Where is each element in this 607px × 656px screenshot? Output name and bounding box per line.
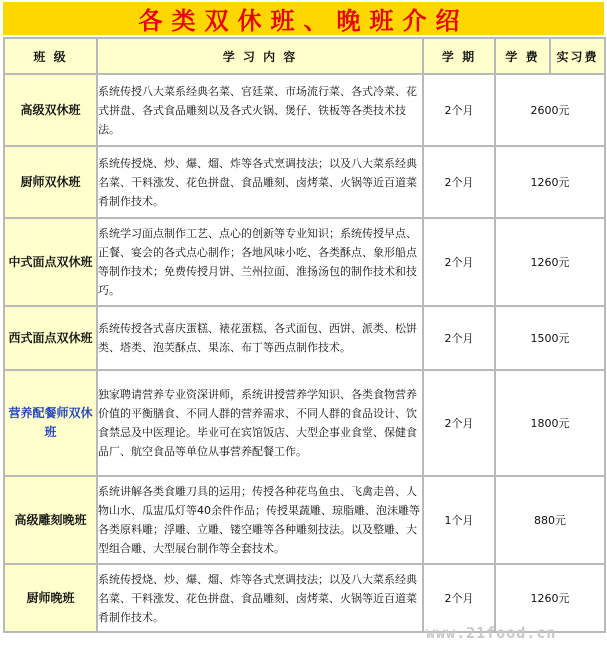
table-row: [5, 371, 604, 475]
class-term: 2个月: [424, 147, 494, 217]
header-term: 学 期: [424, 39, 494, 73]
class-content: 系统传授八大菜系经典名菜、官廷菜、市场流行菜、各式冷菜、花式拼盘、各式食品雕刻以及各式火锅、煲仔、铁板等各类技术技法。: [98, 75, 422, 145]
class-term: 2个月: [424, 307, 494, 369]
class-term: 1个月: [424, 477, 494, 563]
class-fee: 1800元: [496, 371, 604, 475]
class-fee: 1500元: [496, 307, 604, 369]
class-name: 营养配餐师双休班: [5, 371, 96, 475]
class-fee: 2600元: [496, 75, 604, 145]
table-row: [5, 565, 604, 631]
class-name: 厨师晚班: [5, 565, 96, 631]
table-row: [5, 75, 604, 145]
class-term: 2个月: [424, 75, 494, 145]
page-title: 各类双休班、晚班介绍: [138, 6, 469, 35]
class-name: 中式面点双休班: [5, 219, 96, 305]
class-term: 2个月: [424, 565, 494, 631]
header-fee-group: [496, 39, 604, 73]
class-fee: 1260元: [496, 219, 604, 305]
header-content: 学 习 内 容: [98, 39, 422, 73]
class-name: 高级雕刻晚班: [5, 477, 96, 563]
table-row: [5, 477, 604, 563]
class-fee: 1260元: [496, 565, 604, 631]
class-term: 2个月: [424, 219, 494, 305]
table-row: [5, 307, 604, 369]
header-row: [5, 39, 604, 73]
header-tuition: 学 费: [505, 49, 540, 64]
class-content: 系统讲解各类食雕刀具的运用；传授各种花鸟鱼虫、飞禽走兽、人物山水、瓜盅瓜灯等40余件作品；传授果蔬雕、琼脂雕、泡沫雕等各类原料雕；浮雕、立雕、镂空雕等各种雕刻技法。以及整雕、大型组合雕、大型展台制作等全套技术。: [98, 477, 422, 563]
class-content: 系统学习面点制作工艺、点心的创新等专业知识；系统传授早点、正餐、宴会的各式点心制作；各地风味小吃、各类酥点、象形船点等制作技术；免费传授月饼、兰州拉面、淮扬汤包的制作技术和技巧。: [98, 219, 422, 305]
header-class: 班 级: [5, 39, 96, 73]
class-fee: 1260元: [496, 147, 604, 217]
class-name: 厨师双休班: [5, 147, 96, 217]
class-term: 2个月: [424, 371, 494, 475]
table-row: [5, 219, 604, 305]
class-name: 西式面点双休班: [5, 307, 96, 369]
watermark: www.21food.cn: [426, 624, 557, 642]
class-content: 系统传授烧、炒、爆、熘、炸等各式烹调技法；以及八大菜系经典名菜、干料涨发、花色拼盘、食品雕刻、卤烤菜、火锅等近百道菜肴制作技术。: [98, 147, 422, 217]
class-content: 系统传授各式喜庆蛋糕、裱花蛋糕、各式面包、西饼、派类、松饼类、塔类、泡芙酥点、果冻、布丁等西点制作技术。: [98, 307, 422, 369]
class-content: 独家聘请营养专业资深讲师，系统讲授营养学知识、各类食物营养价值的平衡膳食、不同人群的营养需求、不同人群的食品设计、饮食禁忌及中医理论。毕业可在宾馆饭店、大型企事业食堂、保健食品厂、航空食品等单位从事营养配餐工作。: [98, 371, 422, 475]
class-content: 系统传授烧、炒、爆、熘、炸等各式烹调技法；以及八大菜系经典名菜、干料涨发、花色拼盘、食品雕刻、卤烤菜、火锅等近百道菜肴制作技术。: [98, 565, 422, 631]
course-table: [3, 37, 606, 633]
title-bar: [3, 2, 604, 35]
class-name: 高级双休班: [5, 75, 96, 145]
header-practice: 实习费: [549, 39, 604, 73]
class-fee: 880元: [496, 477, 604, 563]
table-row: [5, 147, 604, 217]
